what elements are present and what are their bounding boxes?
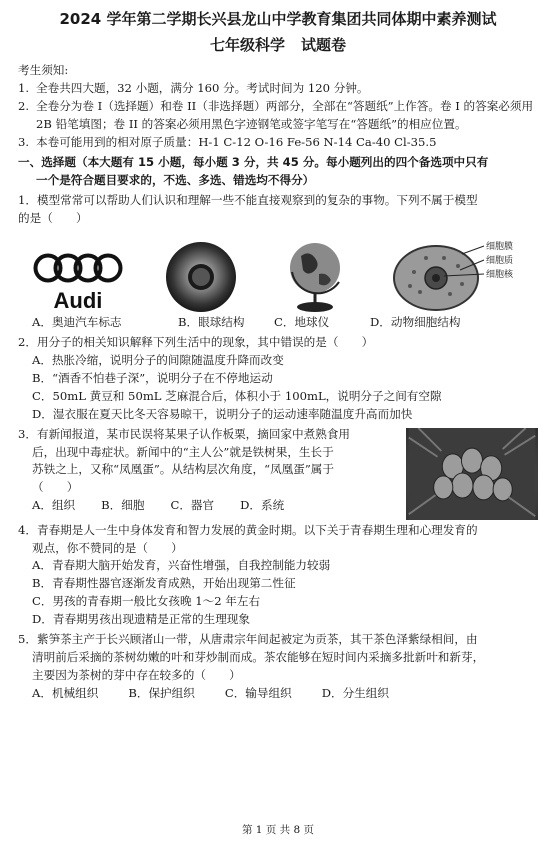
question-1-options [18, 314, 538, 332]
question-5-stem-line3: 主要因为茶树的芽中存在较多的（ ） [32, 668, 241, 683]
question-3-options [18, 497, 400, 515]
exam-subtitle [18, 34, 538, 57]
subject-label: 七年级科学 [209, 35, 285, 54]
exam-title: 2024 学年第二学期长兴县龙山中学教育集团共同体期中素养测试 [59, 10, 497, 28]
paper-label: 试题卷 [301, 35, 347, 54]
question-3-stem-line2: 后，出现中毒症状。新闻中的“主人公”就是铁树果，生长于 [32, 444, 334, 459]
question-3-stem-line1: 3．有新闻报道，某市民误将某果子认作板栗，摘回家中煮熟食用 [18, 426, 351, 441]
option-a: A．热胀冷缩，说明分子的间隙随温度升降而改变 [32, 352, 284, 367]
option-c: C．输导组织 [224, 686, 292, 701]
option-a: A．青春期大脑开始发育，兴奋性增强，自我控制能力较弱 [32, 558, 331, 573]
option-c: C．器官 [170, 498, 215, 513]
option-b: B．保护组织 [128, 686, 195, 701]
section-heading [18, 154, 538, 190]
question-4-stem-line1: 4．青春期是人一生中身体发育和智力发展的黄金时期。以下关于青春期生理和心理发育的 [18, 522, 478, 537]
option-d: D．青春期男孩出现遗精是正常的生理现象 [32, 612, 250, 627]
option-b: B．眼球结构 [178, 314, 245, 329]
option-a: A．奥迪汽车标志 [32, 314, 122, 329]
question-2 [18, 334, 538, 424]
question-3-stem-line4: （ ） [32, 480, 79, 495]
question-1 [18, 192, 538, 332]
animal-cell-image [390, 236, 530, 314]
question-5-stem-line2: 清明前后采摘的茶树幼嫩的叶和芽炒制而成。茶农能够在短时间内采摘多批新叶和新芽， [32, 650, 485, 665]
option-d: D．动物细胞结构 [370, 314, 461, 329]
globe-image [279, 236, 353, 314]
note-item [18, 80, 538, 98]
eyeball-image [161, 240, 241, 314]
note-number: 3. [18, 134, 30, 149]
question-4 [18, 522, 538, 630]
audi-logo-text: Audi [53, 287, 103, 313]
option-b: B．青春期性器官逐渐发育成熟，开始出现第二性征 [32, 576, 296, 591]
note-number: 1. [18, 80, 30, 95]
option-d: D．湿衣服在夏天比冬天容易晾干，说明分子的运动速率随温度升高而加快 [32, 406, 413, 421]
question-3 [18, 426, 538, 520]
cycad-fruit-photo [406, 428, 538, 520]
note-item [18, 134, 538, 152]
question-4-stem-line2: 观点，你不赞同的是（ ） [32, 540, 183, 555]
section-heading-line1: 一、选择题（本大题有 15 小题，每小题 3 分，共 45 分。每小题列出的四个备选项中只有 [18, 154, 489, 169]
option-c: C．男孩的青春期一般比女孩晚 1～2 年左右 [32, 594, 261, 609]
note-number: 2. [18, 98, 30, 113]
option-b: B．细胞 [101, 498, 145, 513]
option-c: C．50mL 黄豆和 50mL 芝麻混合后，体积小于 100mL，说明分子之间有空隙 [32, 388, 442, 403]
cytoplasm-label: 细胞质 [485, 255, 513, 266]
cell-membrane-label: 细胞膜 [485, 241, 513, 252]
question-1-stem-line1: 1．模型常常可以帮助人们认识和理解一些不能直接观察到的复杂的事物。下列不属于模型 [18, 192, 478, 207]
note-item [18, 98, 538, 134]
note-text: 本卷可能用到的相对原子质量：H-1 C-12 O-16 Fe-56 N-14 Ca-40 Cl-35.5 [36, 134, 437, 149]
question-2-stem: 2．用分子的相关知识解释下列生活中的现象，其中错误的是（ ） [18, 334, 374, 349]
option-c: C．地球仪 [274, 314, 330, 329]
note-text: 全卷分为卷 I（选择题）和卷 II（非选择题）两部分，全部在“答题纸”上作答。卷 I 的答案必须用 2B 铅笔填图；卷 II 的答案必须用黑色字迹钢笔或签字笔写在“答题纸”的相应位置。 [36, 98, 534, 131]
option-d: D．分生组织 [321, 686, 389, 701]
option-a: A．机械组织 [32, 686, 99, 701]
option-d: D．系统 [240, 498, 285, 513]
question-5-stem-line1: 5．紫笋茶主产于长兴顾渚山一带，从唐肃宗年间起被定为贡茶，其干茶色泽紫绿相间，由 [18, 632, 478, 647]
question-1-stem-line2: 的是（ ） [18, 210, 88, 225]
option-a: A．组织 [32, 498, 76, 513]
page-footer: 第 1 页 共 8 页 [241, 824, 315, 836]
question-3-stem-line3: 苏铁之上，又称“凤凰蛋”。从结构层次角度，“凤凰蛋”属于 [32, 462, 334, 477]
section-heading-line2: 一个是符合题目要求的，不选、多选、错选均不得分） [36, 172, 315, 187]
note-text: 全卷共四大题，32 小题，满分 160 分。考试时间为 120 分钟。 [36, 80, 369, 95]
option-b: B．“酒香不怕巷子深”，说明分子在不停地运动 [32, 370, 273, 385]
question-3-text [18, 426, 400, 520]
notes-heading: 考生须知: [18, 63, 69, 77]
question-1-images [18, 228, 538, 314]
audi-logo-image [32, 252, 124, 314]
question-5 [18, 631, 538, 703]
question-5-options [18, 685, 538, 703]
nucleus-label: 细胞核 [485, 269, 513, 280]
